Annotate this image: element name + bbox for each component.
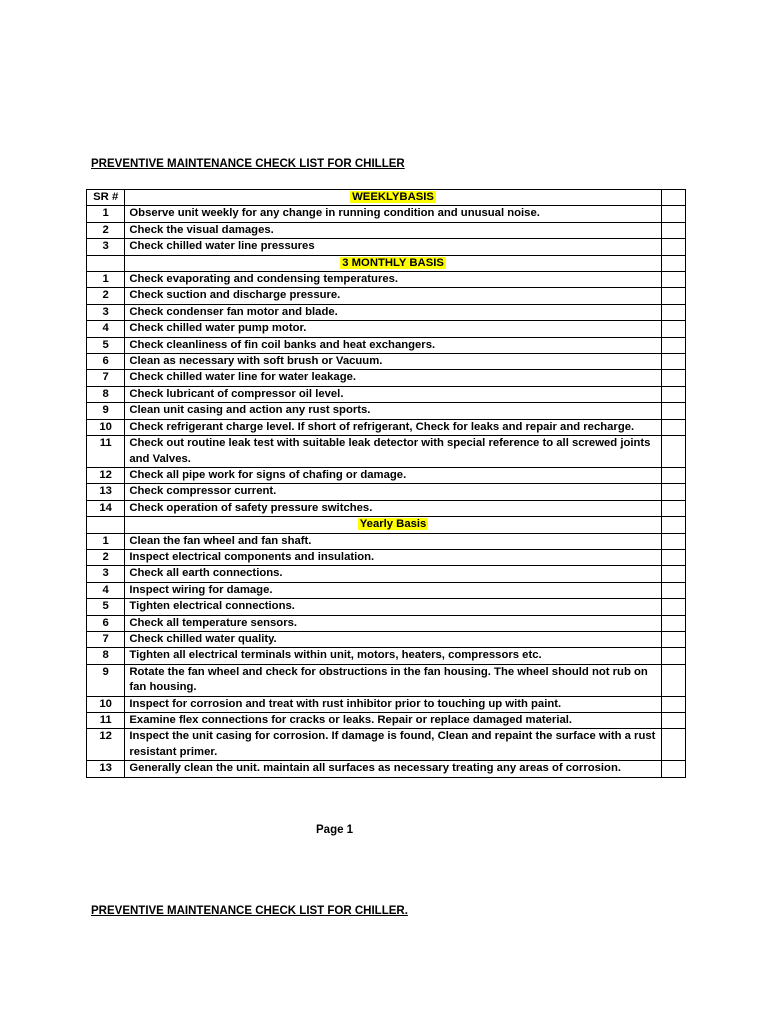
check-cell xyxy=(661,386,685,402)
check-cell xyxy=(661,190,685,206)
table-row xyxy=(87,436,686,468)
section-heading-row xyxy=(87,190,686,206)
task-text: Inspect the unit casing for corrosion. If damage is found, Clean and repaint the surface with a rust resistant primer. xyxy=(125,729,661,761)
sr-number: 3 xyxy=(87,304,125,320)
check-cell xyxy=(661,354,685,370)
sr-number: 1 xyxy=(87,206,125,222)
task-text: Clean as necessary with soft brush or Vacuum. xyxy=(125,354,661,370)
sr-number: 12 xyxy=(87,729,125,761)
check-cell xyxy=(661,467,685,483)
check-cell xyxy=(661,713,685,729)
table-row xyxy=(87,615,686,631)
sr-number: 2 xyxy=(87,549,125,565)
table-row xyxy=(87,467,686,483)
sr-number: 6 xyxy=(87,354,125,370)
sr-number: 7 xyxy=(87,370,125,386)
check-cell xyxy=(661,321,685,337)
check-cell xyxy=(661,631,685,647)
table-row xyxy=(87,729,686,761)
table-row xyxy=(87,533,686,549)
sr-number: 1 xyxy=(87,533,125,549)
table-row xyxy=(87,370,686,386)
check-cell xyxy=(661,500,685,516)
sr-number: 14 xyxy=(87,500,125,516)
section-heading xyxy=(125,190,661,206)
task-text: Tighten all electrical terminals within unit, motors, heaters, compressors etc. xyxy=(125,648,661,664)
check-cell xyxy=(661,288,685,304)
sr-number: 8 xyxy=(87,386,125,402)
table-row xyxy=(87,222,686,238)
table-row xyxy=(87,500,686,516)
next-page-title: PREVENTIVE MAINTENANCE CHECK LIST FOR CHILLER. xyxy=(91,905,408,917)
check-cell xyxy=(661,582,685,598)
check-cell xyxy=(661,206,685,222)
task-text: Clean the fan wheel and fan shaft. xyxy=(125,533,661,549)
table-row xyxy=(87,599,686,615)
sr-number: 10 xyxy=(87,696,125,712)
task-text: Examine flex connections for cracks or leaks. Repair or replace damaged material. xyxy=(125,713,661,729)
task-text: Inspect wiring for damage. xyxy=(125,582,661,598)
sr-number: 9 xyxy=(87,403,125,419)
check-cell xyxy=(661,255,685,271)
table-row xyxy=(87,288,686,304)
task-text: Check chilled water line for water leakage. xyxy=(125,370,661,386)
table-row xyxy=(87,337,686,353)
checklist-table xyxy=(86,189,686,778)
sr-number: 4 xyxy=(87,321,125,337)
check-cell xyxy=(661,761,685,777)
section-heading-row xyxy=(87,255,686,271)
task-text: Check chilled water line pressures xyxy=(125,239,661,255)
section-heading xyxy=(125,255,661,271)
sr-number: 3 xyxy=(87,566,125,582)
check-cell xyxy=(661,304,685,320)
task-text: Inspect for corrosion and treat with rust inhibitor prior to touching up with paint. xyxy=(125,696,661,712)
check-cell xyxy=(661,419,685,435)
check-cell xyxy=(661,599,685,615)
table-row xyxy=(87,761,686,777)
table-row xyxy=(87,582,686,598)
task-text: Check chilled water quality. xyxy=(125,631,661,647)
table-row xyxy=(87,631,686,647)
task-text: Check all pipe work for signs of chafing or damage. xyxy=(125,467,661,483)
table-row xyxy=(87,648,686,664)
section-heading xyxy=(125,517,661,533)
table-row xyxy=(87,386,686,402)
sr-number: 3 xyxy=(87,239,125,255)
section-heading-text: Yearly Basis xyxy=(359,518,427,531)
task-text: Check lubricant of compressor oil level. xyxy=(125,386,661,402)
sr-number: 5 xyxy=(87,337,125,353)
sr-number: 4 xyxy=(87,582,125,598)
task-text: Generally clean the unit. maintain all surfaces as necessary treating any areas of corrosion. xyxy=(125,761,661,777)
table-row xyxy=(87,713,686,729)
check-cell xyxy=(661,696,685,712)
task-text: Observe unit weekly for any change in running condition and unusual noise. xyxy=(125,206,661,222)
table-row xyxy=(87,206,686,222)
section-heading-text: WEEKLYBASIS xyxy=(352,191,434,203)
task-text: Check all earth connections. xyxy=(125,566,661,582)
check-cell xyxy=(661,664,685,696)
task-text: Check chilled water pump motor. xyxy=(125,321,661,337)
check-cell xyxy=(661,222,685,238)
task-text: Check compressor current. xyxy=(125,484,661,500)
task-text: Check cleanliness of fin coil banks and heat exchangers. xyxy=(125,337,661,353)
checklist-body xyxy=(87,190,686,778)
table-row xyxy=(87,321,686,337)
sr-number: 8 xyxy=(87,648,125,664)
sr-number: 13 xyxy=(87,484,125,500)
sr-number: 12 xyxy=(87,467,125,483)
table-row xyxy=(87,403,686,419)
check-cell xyxy=(661,272,685,288)
table-row xyxy=(87,664,686,696)
check-cell xyxy=(661,239,685,255)
check-cell xyxy=(661,403,685,419)
section-heading-row xyxy=(87,517,686,533)
sr-number: 6 xyxy=(87,615,125,631)
sr-number: 11 xyxy=(87,713,125,729)
check-cell xyxy=(661,729,685,761)
sr-number: 7 xyxy=(87,631,125,647)
table-row xyxy=(87,419,686,435)
task-text: Rotate the fan wheel and check for obstructions in the fan housing. The wheel should not rub on fan housing. xyxy=(125,664,661,696)
sr-number: 2 xyxy=(87,222,125,238)
table-row xyxy=(87,239,686,255)
sr-cell xyxy=(87,255,125,271)
task-text: Check refrigerant charge level. If short of refrigerant, Check for leaks and repair and recharge. xyxy=(125,419,661,435)
check-cell xyxy=(661,337,685,353)
task-text: Check evaporating and condensing temperatures. xyxy=(125,272,661,288)
task-text: Tighten electrical connections. xyxy=(125,599,661,615)
task-text: Check out routine leak test with suitable leak detector with special reference to all screwed joints and Valves. xyxy=(125,436,661,468)
task-text: Check operation of safety pressure switches. xyxy=(125,500,661,516)
table-row xyxy=(87,354,686,370)
sr-number: 2 xyxy=(87,288,125,304)
check-cell xyxy=(661,615,685,631)
task-text: Clean unit casing and action any rust sports. xyxy=(125,403,661,419)
check-cell xyxy=(661,370,685,386)
sr-number: 10 xyxy=(87,419,125,435)
sr-number: 1 xyxy=(87,272,125,288)
table-row xyxy=(87,566,686,582)
check-cell xyxy=(661,484,685,500)
check-cell xyxy=(661,549,685,565)
page-number: Page 1 xyxy=(316,824,354,836)
check-cell xyxy=(661,436,685,468)
task-text: Check all temperature sensors. xyxy=(125,615,661,631)
sr-number: 13 xyxy=(87,761,125,777)
check-cell xyxy=(661,517,685,533)
task-text: Check the visual damages. xyxy=(125,222,661,238)
table-row xyxy=(87,549,686,565)
table-row xyxy=(87,304,686,320)
check-cell xyxy=(661,566,685,582)
sr-header: SR # xyxy=(87,190,125,206)
sr-cell xyxy=(87,517,125,533)
sr-number: 5 xyxy=(87,599,125,615)
task-text: Check suction and discharge pressure. xyxy=(125,288,661,304)
sr-number: 9 xyxy=(87,664,125,696)
sr-number: 11 xyxy=(87,436,125,468)
table-row xyxy=(87,272,686,288)
document-title: PREVENTIVE MAINTENANCE CHECK LIST FOR CHILLER xyxy=(91,158,405,170)
task-text: Inspect electrical components and insulation. xyxy=(125,549,661,565)
task-text: Check condenser fan motor and blade. xyxy=(125,304,661,320)
table-row xyxy=(87,696,686,712)
table-row xyxy=(87,484,686,500)
check-cell xyxy=(661,533,685,549)
check-cell xyxy=(661,648,685,664)
section-heading-text: 3 MONTHLY BASIS xyxy=(342,256,444,269)
